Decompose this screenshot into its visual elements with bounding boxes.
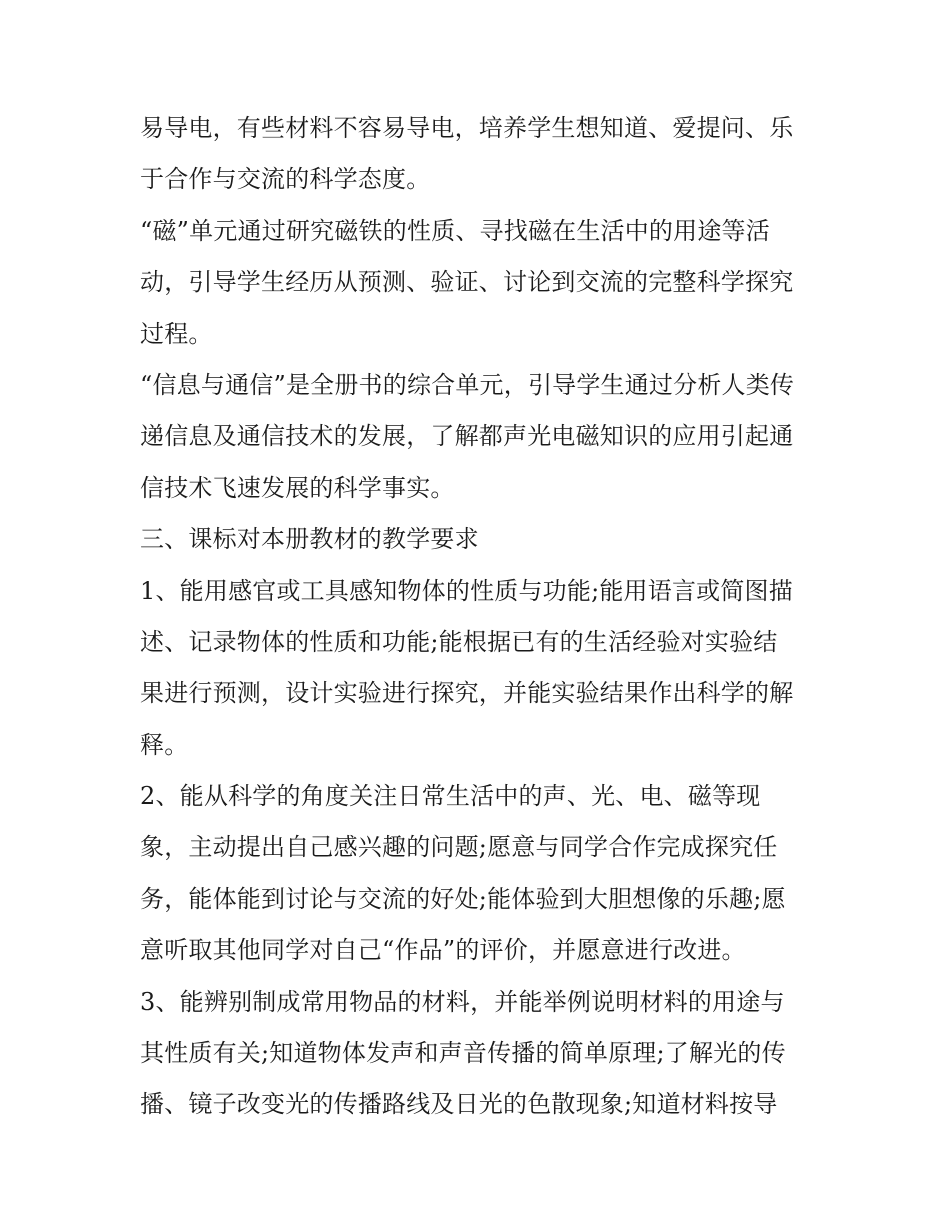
text-line: 2、能从科学的角度关注日常生活中的声、光、电、磁等现 <box>140 782 761 811</box>
text-line: 意听取其他同学对自己“作品”的评价，并愿意进行改进。 <box>140 936 746 965</box>
text-line: 信技术飞速发展的科学事实。 <box>140 473 455 502</box>
text-line: 象，主动提出自己感兴趣的问题;愿意与同学合作完成探究任 <box>140 833 778 862</box>
text-line: 其性质有关;知道物体发声和声音传播的简单原理;了解光的传 <box>140 1039 786 1068</box>
text-line: 述、记录物体的性质和功能;能根据已有的生活经验对实验结 <box>140 627 778 656</box>
text-line: 动，引导学生经历从预测、验证、讨论到交流的完整科学探究 <box>140 268 794 297</box>
document-page <box>140 103 830 1131</box>
text-line: 播、镜子改变光的传播路线及日光的色散现象;知道材料按导 <box>140 1090 778 1119</box>
text-line: 释。 <box>140 730 189 759</box>
text-line: “信息与通信”是全册书的综合单元，引导学生通过分析人类传 <box>140 370 795 399</box>
text-line: 务，能体能到讨论与交流的好处;能体验到大胆想像的乐趣;愿 <box>140 884 786 913</box>
text-line: 易导电，有些材料不容易导电，培养学生想知道、爱提问、乐 <box>140 114 794 142</box>
text-line: “磁”单元通过研究磁铁的性质、寻找磁在生活中的用途等活 <box>140 216 770 245</box>
text-line: 过程。 <box>140 319 213 348</box>
text-line: 1、能用感官或工具感知物体的性质与功能;能用语言或简图描 <box>140 576 793 605</box>
section-heading: 三、课标对本册教材的教学要求 <box>140 525 479 554</box>
text-line: 于合作与交流的科学态度。 <box>140 165 431 194</box>
text-line: 3、能辨别制成常用物品的材料，并能举例说明材料的用途与 <box>140 987 785 1016</box>
text-line: 递信息及通信技术的发展，了解都声光电磁知识的应用引起通 <box>140 422 794 451</box>
text-line: 果进行预测，设计实验进行探究，并能实验结果作出科学的解 <box>140 679 794 708</box>
